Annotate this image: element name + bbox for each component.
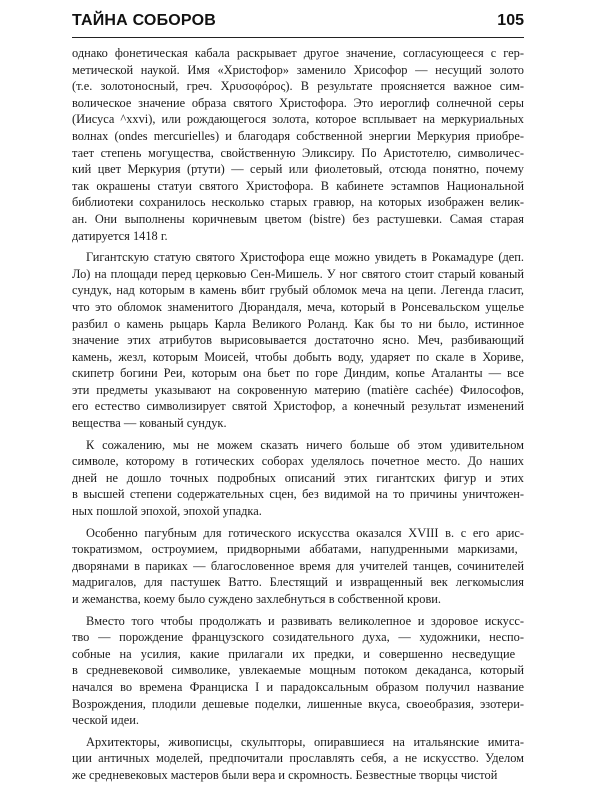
text-line: библиотеки сохранилось несколько старых гравюр, на которых изображен велик-: [72, 195, 524, 210]
text-line: тократизмом, остроумием, придворными аббатами, напудренными маркизами,: [72, 542, 518, 557]
text-line: волнах (ondes mercurielles) и благодаря собственной энергии Меркурия приобре-: [72, 128, 524, 143]
text-line: в средневековой символике, увлекаемые мощным потоком декаданса, который: [72, 663, 524, 678]
text-line: мадригалов, для пастушек Ватто. Блестящий и извращенный век легкомыслия: [72, 575, 524, 590]
text-line: что это обломок знаменитого Дюрандаля, меча, который в Ронсевальском ущелье: [72, 299, 524, 314]
text-line: его естество символизирует святой Христофор, а конечный результат изменений: [72, 399, 524, 414]
text-line: эти предметы указывают на сокровенную материю (matière cachée) Философов,: [72, 382, 524, 397]
text-line: же средневековых мастеров были вера и скромность. Безвестные творцы чистой: [72, 767, 498, 782]
paragraph: [72, 734, 524, 784]
text-line: тво — порождение французского созидательного духа, — художники, неспо-: [72, 630, 524, 645]
body-text: [72, 45, 524, 789]
text-line: датируется 1418 г.: [72, 228, 168, 243]
text-line: К сожалению, мы не можем сказать ничего больше об этом удивительном: [86, 437, 524, 452]
text-line: Особенно пагубным для готического искусства оказался XVIII в. с его арис-: [86, 525, 524, 540]
text-line: волическое значение образа святого Христофора. Это иероглиф солнечной серы: [72, 95, 524, 110]
text-line: Архитекторы, живописцы, скульпторы, опиравшиеся на итальянские имита-: [86, 734, 524, 749]
text-line: сундук, над которым в камень вбит грубый обломок меча на цепи. Легенда гласит,: [72, 283, 524, 298]
paragraph: [72, 613, 524, 729]
text-line: дней не дошло точных подробных описаний этих гигантских фигур и этих: [72, 470, 524, 485]
text-line: и жеманства, коему было суждено захлебнуться в собственной крови.: [72, 592, 442, 606]
text-line: камень, жезл, которым Моисей, чтобы добыть воду, ударяет по скале в Хориве,: [72, 349, 524, 364]
paragraph: [72, 437, 524, 520]
header-rule: [72, 37, 524, 38]
text-line: однако фонетическая кабала раскрывает другое значение, согласующееся с гер-: [72, 46, 524, 60]
text-line: вещества — кованый сундук.: [72, 416, 227, 431]
paragraph: [72, 249, 524, 432]
text-line: скипетр богини Реи, которым она бьет по горе Диндим, копье Аталанты — все: [72, 366, 524, 381]
text-line: собные на усилия, какие прилагали их предки, и совершенно несведущие: [72, 646, 516, 661]
text-line: дворянами в париках — благословенное время для учителей танцев, сочинителей: [72, 558, 524, 573]
text-line: ческой идеи.: [72, 713, 140, 728]
text-line: значение этих атрибутов вырисовывается достаточно ясно. Меч, разбивающий: [72, 333, 524, 348]
text-line: ан. Они выполнены коричневым цветом (bistre) без растушевки. Самая старая: [72, 211, 524, 226]
text-line: в высшей степени содержательных сцен, без видимой на то причины уничтожен-: [72, 487, 524, 502]
paragraph: [72, 525, 524, 608]
running-header: [72, 10, 524, 36]
text-line: метической наукой. Имя «Христофор» заменило Хрисофор — несущий золото: [72, 62, 524, 77]
text-line: ции античных моделей, предпочитали прославлять себя, а не искусство. Уделом: [72, 751, 524, 766]
running-title: ТАЙНА СОБОРОВ: [72, 12, 216, 29]
text-line: так окрашены статуи святого Христофора. В кабинете эстампов Национальной: [72, 178, 524, 193]
text-line: символе, которому в готических соборах уделялось почетное место. До наших: [72, 454, 524, 469]
text-line: Возрождения, плодили дешевые поделки, лишенные вкуса, своеобразия, эзотери-: [72, 696, 524, 711]
text-line: Вместо того чтобы продолжать и развивать великолепное и здоровое искусс-: [86, 613, 524, 628]
paragraph: [72, 45, 524, 244]
text-line: Ло) на площади перед церковью Сен-Мишель. У ног святого стоит старый кованый: [72, 266, 524, 281]
page-number: 105: [497, 12, 524, 29]
text-line: тает степень могущества, свойственную Эликсиру. По Аристотелю, символичес-: [72, 145, 524, 160]
text-line: (т.е. золотоносный, греч. Χρυσοφόρος). В результате проясняется важное сим-: [72, 79, 524, 94]
text-line: Гигантскую статую святого Христофора еще можно увидеть в Рокамадуре (деп.: [86, 250, 524, 265]
text-line: начался во времена Франциска I и парадоксальным образом получил название: [72, 679, 524, 694]
text-line: ных пошлой эпохой, эпохой упадка.: [72, 504, 262, 519]
text-line: разбил о камень рыцарь Карла Великого Роланд. Как бы то ни было, истинное: [72, 316, 524, 331]
text-line: кий цвет Меркурия (ртути) — серый или фиолетовый, отсюда понятно, почему: [72, 162, 524, 177]
text-line: (Иисуса ^xxvi), или рождающегося золота, которое всплывает на меркуриальных: [72, 112, 524, 127]
